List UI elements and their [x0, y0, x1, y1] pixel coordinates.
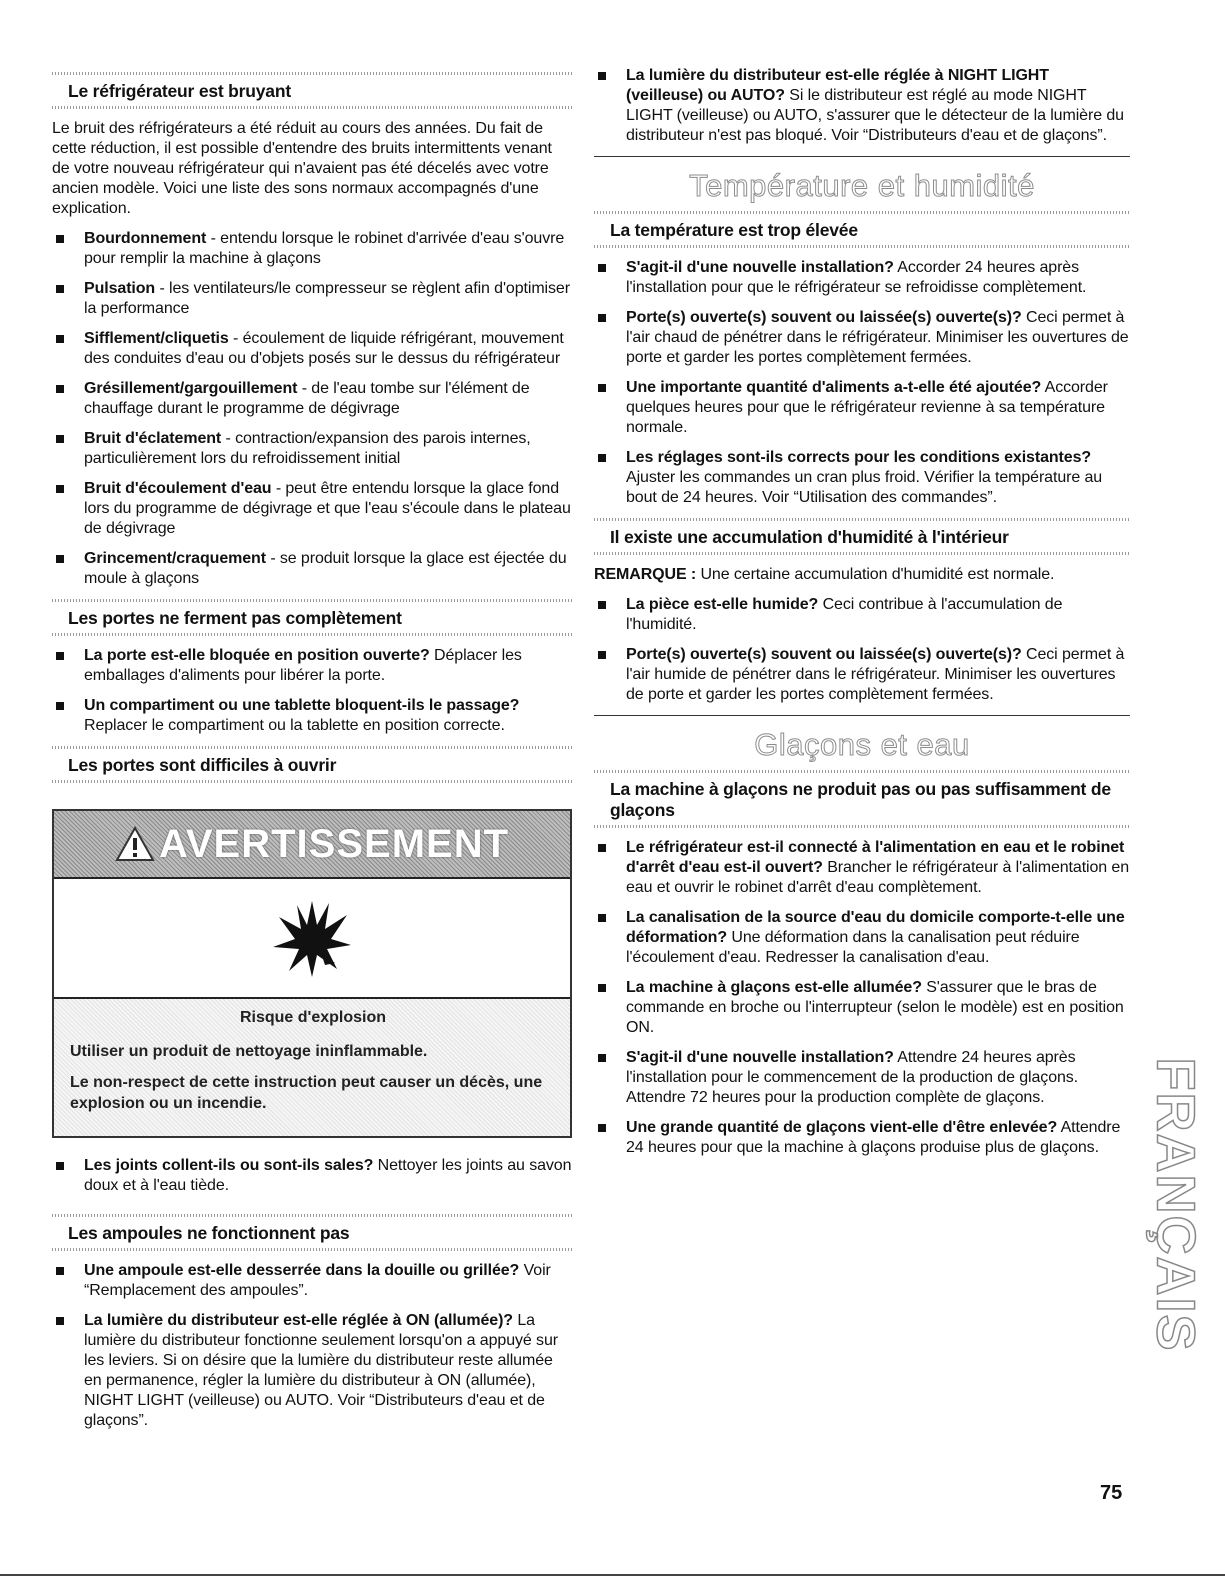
- dotted-rule: [52, 72, 572, 75]
- list-item: Les joints collent-ils ou sont-ils sales? Nettoyer les joints au savon doux et à l'eau tiède.: [52, 1156, 572, 1196]
- list-item: S'agit-il d'une nouvelle installation? Attendre 24 heures après l'installation pour le commencement de la production de glaçons. Attendre 72 heures pour la production complète de glaçons.: [594, 1048, 1130, 1108]
- section-temp-high: [594, 211, 1130, 248]
- list-item: Porte(s) ouverte(s) souvent ou laissée(s) ouverte(s)? Ceci permet à l'air humide de pénétrer dans le réfrigérateur. Minimiser les ouvertures de porte et garder les portes complètement fermées.: [594, 645, 1130, 705]
- bullet-square-icon: [598, 314, 606, 322]
- warning-risk: Risque d'explosion: [239, 1009, 387, 1026]
- list-item: La machine à glaçons est-elle allumée? S'assurer que le bras de commande en broche ou l'interrupteur (selon le modèle) est en position ON.: [594, 978, 1130, 1038]
- dotted-rule: [52, 599, 572, 602]
- list-item: Les réglages sont-ils corrects pour les conditions existantes? Ajuster les commandes un cran plus froid. Vérifier la température au bout de 24 heures. Voir “Utilisation des commandes”.: [594, 448, 1130, 508]
- list-item: La canalisation de la source d'eau du domicile comporte-t-elle une déformation? Une déformation dans la canalisation peut réduire l'écoulement d'eau. Redresser la canalisation d'eau.: [594, 908, 1130, 968]
- language-side-tab: [1145, 1057, 1205, 1353]
- heading-bulbs: Les ampoules ne fonctionnent pas: [68, 1223, 350, 1243]
- section-divider: [594, 715, 1130, 716]
- heading-doors-not-close: Les portes ne ferment pas complètement: [68, 608, 402, 628]
- list-item: Une importante quantité d'aliments a-t-elle été ajoutée? Accorder quelques heures pour que le réfrigérateur revienne à sa température normale.: [594, 378, 1130, 438]
- bullet-square-icon: [598, 601, 606, 609]
- heading-humidity: Il existe une accumulation d'humidité à l'intérieur: [610, 527, 1009, 547]
- doors-not-close-list: [52, 646, 572, 736]
- ice-list: [594, 838, 1130, 1158]
- list-item: Un compartiment ou une tablette bloquent-ils le passage? Replacer le compartiment ou la tablette en position correcte.: [52, 696, 572, 736]
- bullet-square-icon: [56, 385, 64, 393]
- dotted-rule: [52, 1248, 572, 1251]
- bullet-square-icon: [56, 652, 64, 660]
- explosion-icon: [267, 893, 357, 983]
- bullet-square-icon: [56, 485, 64, 493]
- bullet-square-icon: [598, 984, 606, 992]
- section-title-temperature: Température et humidité: [689, 168, 1035, 203]
- dotted-rule: [594, 770, 1130, 773]
- list-item: Bourdonnement - entendu lorsque le robinet d'arrivée d'eau s'ouvre pour remplir la machine à glaçons: [52, 229, 572, 269]
- list-item: La porte est-elle bloquée en position ouverte? Déplacer les emballages d'aliments pour libérer la porte.: [52, 646, 572, 686]
- list-item: Grésillement/gargouillement - de l'eau tombe sur l'élément de chauffage durant le programme de dégivrage: [52, 379, 572, 419]
- warning-symbol-area: [54, 879, 570, 999]
- bullet-square-icon: [56, 702, 64, 710]
- list-item: Le réfrigérateur est-il connecté à l'alimentation en eau et le robinet d'arrêt d'eau est-il ouvert? Brancher le réfrigérateur à l'alimentation en eau et ouvrir le robinet d'arrêt d'eau complètement.: [594, 838, 1130, 898]
- bullet-square-icon: [56, 285, 64, 293]
- list-item: Une grande quantité de glaçons vient-elle d'être enlevée? Attendre 24 heures pour que la machine à glaçons produise plus de glaçons.: [594, 1118, 1130, 1158]
- list-item: Sifflement/cliquetis - écoulement de liquide réfrigérant, mouvement des conduites d'eau ou d'objets posés sur le dessus du réfrigérateur: [52, 329, 572, 369]
- bullet-square-icon: [56, 235, 64, 243]
- bullet-square-icon: [56, 1162, 64, 1170]
- section-title-ice: Glaçons et eau: [754, 727, 970, 762]
- heading-temp-high: La température est trop élevée: [610, 220, 858, 240]
- bullet-square-icon: [56, 1317, 64, 1325]
- dotted-rule: [52, 1214, 572, 1217]
- section-doors-hard: [52, 746, 572, 783]
- bullet-square-icon: [598, 844, 606, 852]
- warning-body: [54, 999, 570, 1136]
- list-item: Bruit d'écoulement d'eau - peut être entendu lorsque la glace fond lors du programme de dégivrage et que l'eau s'écoule dans le plateau de dégivrage: [52, 479, 572, 539]
- list-item: S'agit-il d'une nouvelle installation? Accorder 24 heures après l'installation pour que le réfrigérateur se refroidisse complètement.: [594, 258, 1130, 298]
- dotted-rule: [594, 552, 1130, 555]
- bullet-square-icon: [56, 335, 64, 343]
- list-item: Grincement/craquement - se produit lorsque la glace est éjectée du moule à glaçons: [52, 549, 572, 589]
- bulbs-list: [52, 1261, 572, 1431]
- dotted-rule: [594, 211, 1130, 214]
- bullet-square-icon: [598, 264, 606, 272]
- right-column: [594, 66, 1130, 1168]
- heading-noisy: Le réfrigérateur est bruyant: [68, 81, 291, 101]
- page-number: 75: [1100, 1482, 1123, 1504]
- dispenser-light-list: [594, 66, 1130, 146]
- humidity-note: REMARQUE : Une certaine accumulation d'humidité est normale.: [594, 566, 1055, 583]
- bullet-square-icon: [598, 651, 606, 659]
- heading-ice: La machine à glaçons ne produit pas ou pas suffisamment de glaçons: [610, 779, 1111, 820]
- bullet-square-icon: [56, 1267, 64, 1275]
- temp-high-list: [594, 258, 1130, 508]
- list-item: Une ampoule est-elle desserrée dans la douille ou grillée? Voir “Remplacement des ampoules”.: [52, 1261, 572, 1301]
- list-item: Porte(s) ouverte(s) souvent ou laissée(s) ouverte(s)? Ceci permet à l'air chaud de pénétrer dans le réfrigérateur. Minimiser les ouvertures de porte et garder les portes complètement fermées.: [594, 308, 1130, 368]
- section-noisy: [52, 72, 572, 109]
- bullet-square-icon: [598, 384, 606, 392]
- bullet-square-icon: [56, 435, 64, 443]
- list-item: Bruit d'éclatement - contraction/expansion des parois internes, particulièrement lors du refroidissement initial: [52, 429, 572, 469]
- list-item: La pièce est-elle humide? Ceci contribue à l'accumulation de l'humidité.: [594, 595, 1130, 635]
- bullet-square-icon: [56, 555, 64, 563]
- left-column: [52, 72, 572, 1441]
- heading-doors-hard: Les portes sont difficiles à ouvrir: [68, 755, 337, 775]
- bullet-square-icon: [598, 1054, 606, 1062]
- warning-line-1: Utiliser un produit de nettoyage ininflammable.: [70, 1043, 428, 1060]
- bottom-rule: [0, 1574, 1225, 1576]
- warning-box: [52, 809, 572, 1138]
- dotted-rule: [52, 780, 572, 783]
- warning-line-2: Le non-respect de cette instruction peut causer un décès, une explosion ou un incendie.: [70, 1074, 543, 1112]
- bullet-square-icon: [598, 914, 606, 922]
- list-item: La lumière du distributeur est-elle réglée à NIGHT LIGHT (veilleuse) ou AUTO? Si le distributeur est réglé au mode NIGHT LIGHT (veilleuse) ou AUTO, s'assurer que le détecteur de la lumière du distributeur n'est pas bloqué. Voir “Distributeurs d'eau et de glaçons”.: [594, 66, 1130, 146]
- humidity-list: [594, 595, 1130, 705]
- section-doors-not-close: [52, 599, 572, 636]
- warning-triangle-icon: [115, 826, 155, 862]
- section-bulbs: [52, 1214, 572, 1251]
- warning-title: AVERTISSEMENT: [158, 821, 510, 866]
- bullet-square-icon: [598, 454, 606, 462]
- doors-hard-list: [52, 1156, 572, 1196]
- bullet-square-icon: [598, 72, 606, 80]
- warning-header: [54, 811, 570, 879]
- dotted-rule: [52, 746, 572, 749]
- section-humidity: [594, 518, 1130, 555]
- dotted-rule: [594, 825, 1130, 828]
- dotted-rule: [594, 245, 1130, 248]
- section-ice: [594, 770, 1130, 828]
- noisy-list: [52, 229, 572, 589]
- list-item: La lumière du distributeur est-elle réglée à ON (allumée)? La lumière du distributeur fonctionne seulement lorsqu'on a appuyé sur les leviers. Si on désire que la lumière du distributeur reste allumée en permanence, régler la lumière du distributeur à ON (allumée), NIGHT LIGHT (veilleuse) ou AUTO. Voir “Distributeurs d'eau et de glaçons”.: [52, 1311, 572, 1431]
- list-item: Pulsation - les ventilateurs/le compresseur se règlent afin d'optimiser la performance: [52, 279, 572, 319]
- side-tab-label: FRANÇAIS: [1145, 1057, 1205, 1353]
- section-divider: [594, 156, 1130, 157]
- bullet-square-icon: [598, 1124, 606, 1132]
- dotted-rule: [52, 633, 572, 636]
- noisy-intro: Le bruit des réfrigérateurs a été réduit au cours des années. Du fait de cette réduction, il est possible d'entendre des bruits intermittents venant de votre nouveau réfrigérateur qui n'avaient pas été décelés avec votre ancien modèle. Voici une liste des sons normaux accompagnés d'une explication.: [52, 120, 552, 217]
- dotted-rule: [594, 518, 1130, 521]
- dotted-rule: [52, 106, 572, 109]
